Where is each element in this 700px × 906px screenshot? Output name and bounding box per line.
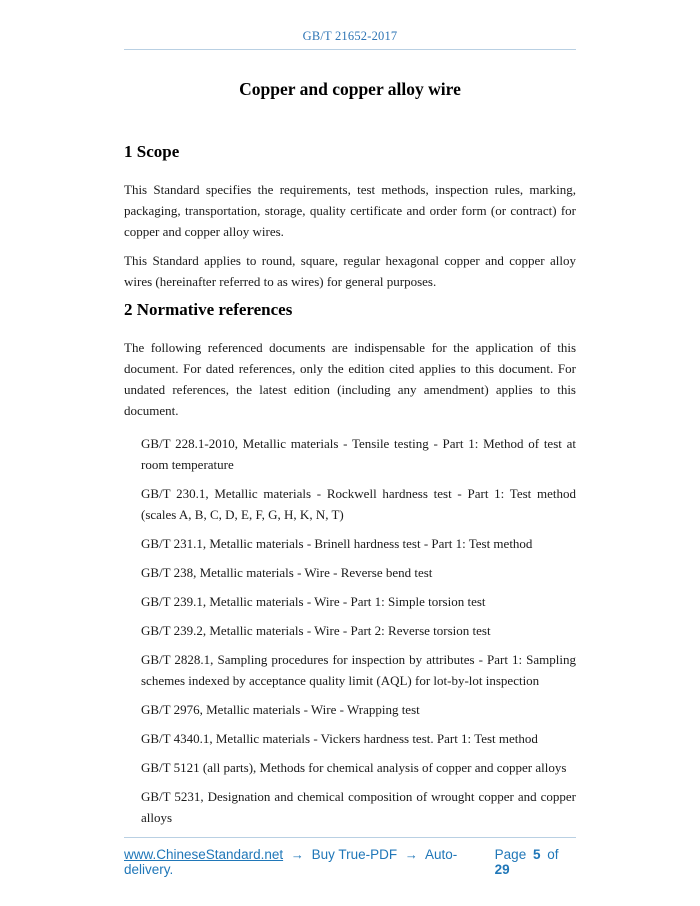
reference-item: GB/T 2976, Metallic materials - Wire - Wrapping test <box>141 702 420 717</box>
page-current-number: 5 <box>532 847 541 862</box>
footer-row <box>124 847 576 877</box>
scope-paragraph-1: This Standard specifies the requirements, test methods, inspection rules, marking, packaging, transportation, storage, quality certificate and order form (or contract) for copper and copper alloy wires. <box>124 182 576 239</box>
footer-buy-text: Buy True-PDF <box>311 847 398 862</box>
footer-delivery-text: Auto-delivery. <box>124 847 458 877</box>
reference-item: GB/T 239.2, Metallic materials - Wire - Part 2: Reverse torsion test <box>141 623 491 638</box>
reference-item: GB/T 2828.1, Sampling procedures for inspection by attributes - Part 1: Sampling schemes indexed by acceptance quality limit (AQL) for lot-by-lot inspection <box>141 652 576 688</box>
footer-divider <box>124 837 576 838</box>
scope-paragraph-2: This Standard applies to round, square, regular hexagonal copper and copper alloy wires (hereinafter referred to as wires) for general purposes. <box>124 253 576 289</box>
page-indicator <box>492 847 576 877</box>
section-heading-normative-references: 2 Normative references <box>124 300 293 319</box>
reference-item: GB/T 231.1, Metallic materials - Brinell hardness test - Part 1: Test method <box>141 536 533 551</box>
reference-item: GB/T 238, Metallic materials - Wire - Reverse bend test <box>141 565 433 580</box>
arrow-right-icon: → <box>290 847 304 862</box>
reference-list <box>124 433 576 828</box>
page-total-number: 29 <box>494 862 510 877</box>
footer-promo <box>124 847 492 877</box>
page-label: Page <box>494 847 527 862</box>
reference-item: GB/T 239.1, Metallic materials - Wire - Part 1: Simple torsion test <box>141 594 486 609</box>
header-divider <box>124 49 576 50</box>
page-content <box>124 0 576 828</box>
reference-item: GB/T 5121 (all parts), Methods for chemical analysis of copper and copper alloys <box>141 760 567 775</box>
page-of-label: of <box>547 847 559 862</box>
normative-intro-paragraph: The following referenced documents are indispensable for the application of this document. For dated references, only the edition cited applies to this document. For undated references, the latest edition (including any amendment) applies to this document. <box>124 340 576 418</box>
reference-item: GB/T 228.1-2010, Metallic materials - Tensile testing - Part 1: Method of test at room temperature <box>141 436 576 472</box>
reference-item: GB/T 5231, Designation and chemical composition of wrought copper and copper alloys <box>141 789 576 825</box>
reference-item: GB/T 230.1, Metallic materials - Rockwell hardness test - Part 1: Test method (scales A, B, C, D, E, F, G, H, K, N, T) <box>141 486 576 522</box>
arrow-right-icon: → <box>404 847 418 862</box>
standard-code-header: GB/T 21652-2017 <box>302 29 398 43</box>
page-footer <box>124 837 576 877</box>
footer-website-link[interactable]: www.ChineseStandard.net <box>124 847 284 862</box>
reference-item: GB/T 4340.1, Metallic materials - Vickers hardness test. Part 1: Test method <box>141 731 538 746</box>
section-heading-scope: 1 Scope <box>124 142 180 161</box>
document-title: Copper and copper alloy wire <box>239 79 461 99</box>
